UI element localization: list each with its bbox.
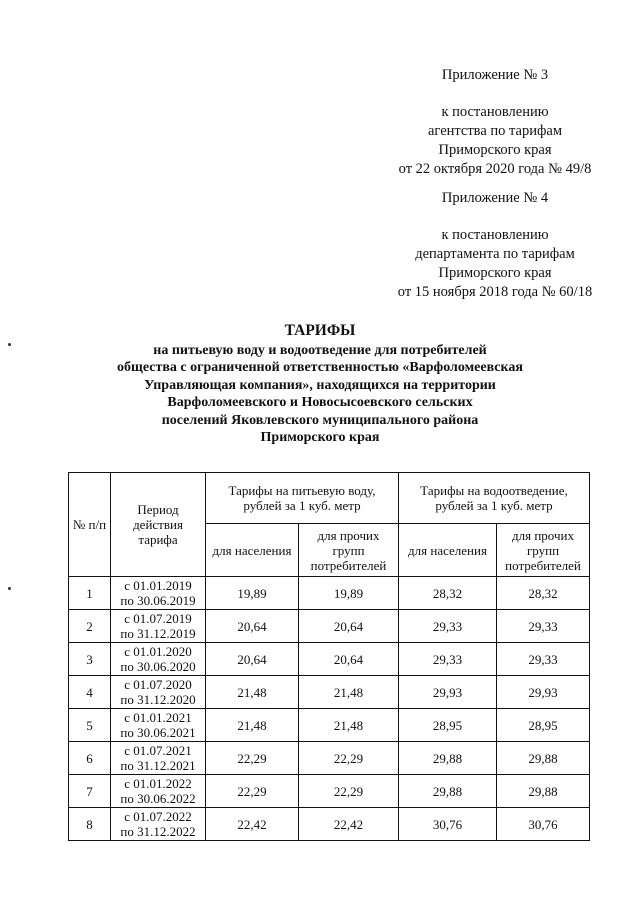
tariffs-table <box>68 472 590 841</box>
cell-water-population: 22,42 <box>206 808 299 841</box>
cell-water-other: 20,64 <box>299 610 399 643</box>
cell-water-population: 19,89 <box>206 577 299 610</box>
appendix-4-line: Приморского края <box>438 265 552 281</box>
cell-period <box>111 676 206 709</box>
cell-water-population: 22,29 <box>206 775 299 808</box>
appendix-3-line: Приморского края <box>438 142 552 158</box>
scan-artifact <box>8 587 11 590</box>
cell-sewage-other: 28,95 <box>497 709 590 742</box>
cell-water-population: 20,64 <box>206 643 299 676</box>
period-from: с 01.01.2021 <box>124 710 192 725</box>
period-from: с 01.07.2020 <box>124 677 192 692</box>
cell-water-population: 20,64 <box>206 610 299 643</box>
appendix-4-block <box>360 189 630 302</box>
appendix-3-line: агентства по тарифам <box>428 123 562 139</box>
cell-period <box>111 709 206 742</box>
cell-water-other: 21,48 <box>299 709 399 742</box>
document-heading <box>80 322 560 447</box>
cell-period <box>111 610 206 643</box>
heading-line: Управляющая компания», находящихся на территории <box>144 377 496 393</box>
header-water-population: для населения <box>206 524 299 577</box>
table-row <box>69 775 590 808</box>
cell-num: 3 <box>69 643 111 676</box>
period-from: с 01.01.2022 <box>124 776 192 791</box>
cell-num: 6 <box>69 742 111 775</box>
cell-sewage-other: 29,88 <box>497 775 590 808</box>
cell-sewage-other: 29,88 <box>497 742 590 775</box>
cell-water-other: 22,29 <box>299 742 399 775</box>
appendix-3-line: к постановлению <box>441 104 549 120</box>
cell-sewage-population: 29,88 <box>399 742 497 775</box>
cell-sewage-other: 30,76 <box>497 808 590 841</box>
heading-line: Приморского края <box>260 430 380 445</box>
period-from: с 01.07.2022 <box>124 809 192 824</box>
cell-water-other: 20,64 <box>299 643 399 676</box>
period-to: по 31.12.2021 <box>120 758 196 773</box>
heading-line: поселений Яковлевского муниципального района <box>161 412 479 428</box>
heading-line: на питьевую воду и водоотведение для потребителей <box>153 342 487 358</box>
header-water-group: Тарифы на питьевую воду, рублей за 1 куб. метр <box>206 473 399 524</box>
appendix-4-title: Приложение № 4 <box>441 190 549 206</box>
cell-period <box>111 577 206 610</box>
cell-sewage-other: 29,93 <box>497 676 590 709</box>
appendix-4-line: к постановлению <box>441 227 549 243</box>
period-to: по 31.12.2022 <box>120 824 196 839</box>
cell-period <box>111 775 206 808</box>
appendix-4-line: от 15 ноября 2018 года № 60/18 <box>397 284 593 300</box>
table-row <box>69 808 590 841</box>
period-from: с 01.07.2021 <box>124 743 192 758</box>
heading-title: ТАРИФЫ <box>284 322 356 339</box>
period-to: по 30.06.2021 <box>120 725 196 740</box>
cell-sewage-population: 28,32 <box>399 577 497 610</box>
cell-sewage-other: 28,32 <box>497 577 590 610</box>
cell-period <box>111 643 206 676</box>
period-to: по 30.06.2019 <box>120 593 196 608</box>
cell-sewage-other: 29,33 <box>497 643 590 676</box>
period-from: с 01.01.2020 <box>124 644 192 659</box>
cell-num: 8 <box>69 808 111 841</box>
scan-artifact <box>8 343 11 346</box>
appendix-4-line: департамента по тарифам <box>415 246 575 262</box>
appendix-3-line: от 22 октября 2020 года № 49/8 <box>398 161 592 177</box>
cell-num: 4 <box>69 676 111 709</box>
cell-period <box>111 808 206 841</box>
cell-water-other: 21,48 <box>299 676 399 709</box>
cell-sewage-population: 29,93 <box>399 676 497 709</box>
cell-sewage-population: 30,76 <box>399 808 497 841</box>
period-from: с 01.01.2019 <box>124 578 192 593</box>
header-period: Период действия тарифа <box>111 473 206 577</box>
cell-sewage-population: 28,95 <box>399 709 497 742</box>
header-sewage-other: для прочих групп потребителей <box>497 524 590 577</box>
table-row <box>69 610 590 643</box>
cell-num: 2 <box>69 610 111 643</box>
cell-num: 5 <box>69 709 111 742</box>
period-to: по 30.06.2022 <box>120 791 196 806</box>
heading-line: общества с ограниченной ответственностью «Варфоломеевская <box>117 360 523 375</box>
cell-water-population: 22,29 <box>206 742 299 775</box>
cell-water-other: 22,42 <box>299 808 399 841</box>
header-water-other: для прочих групп потребителей <box>299 524 399 577</box>
header-sewage-population: для населения <box>399 524 497 577</box>
table-row <box>69 643 590 676</box>
cell-num: 7 <box>69 775 111 808</box>
cell-water-population: 21,48 <box>206 709 299 742</box>
cell-sewage-population: 29,88 <box>399 775 497 808</box>
table-row <box>69 709 590 742</box>
cell-water-other: 22,29 <box>299 775 399 808</box>
appendix-3-block <box>360 66 630 179</box>
appendix-3-title: Приложение № 3 <box>441 67 549 83</box>
cell-sewage-other: 29,33 <box>497 610 590 643</box>
period-to: по 30.06.2020 <box>120 659 196 674</box>
header-sewage-group: Тарифы на водоотведение, рублей за 1 куб. метр <box>399 473 590 524</box>
table-row <box>69 742 590 775</box>
cell-num: 1 <box>69 577 111 610</box>
cell-sewage-population: 29,33 <box>399 643 497 676</box>
cell-sewage-population: 29,33 <box>399 610 497 643</box>
heading-line: Варфоломеевского и Новосысоевского сельских <box>167 395 473 410</box>
table-row <box>69 577 590 610</box>
period-to: по 31.12.2020 <box>120 692 196 707</box>
cell-period <box>111 742 206 775</box>
cell-water-other: 19,89 <box>299 577 399 610</box>
period-from: с 01.07.2019 <box>124 611 192 626</box>
header-num: № п/п <box>69 473 111 577</box>
table-row <box>69 676 590 709</box>
period-to: по 31.12.2019 <box>120 626 196 641</box>
cell-water-population: 21,48 <box>206 676 299 709</box>
